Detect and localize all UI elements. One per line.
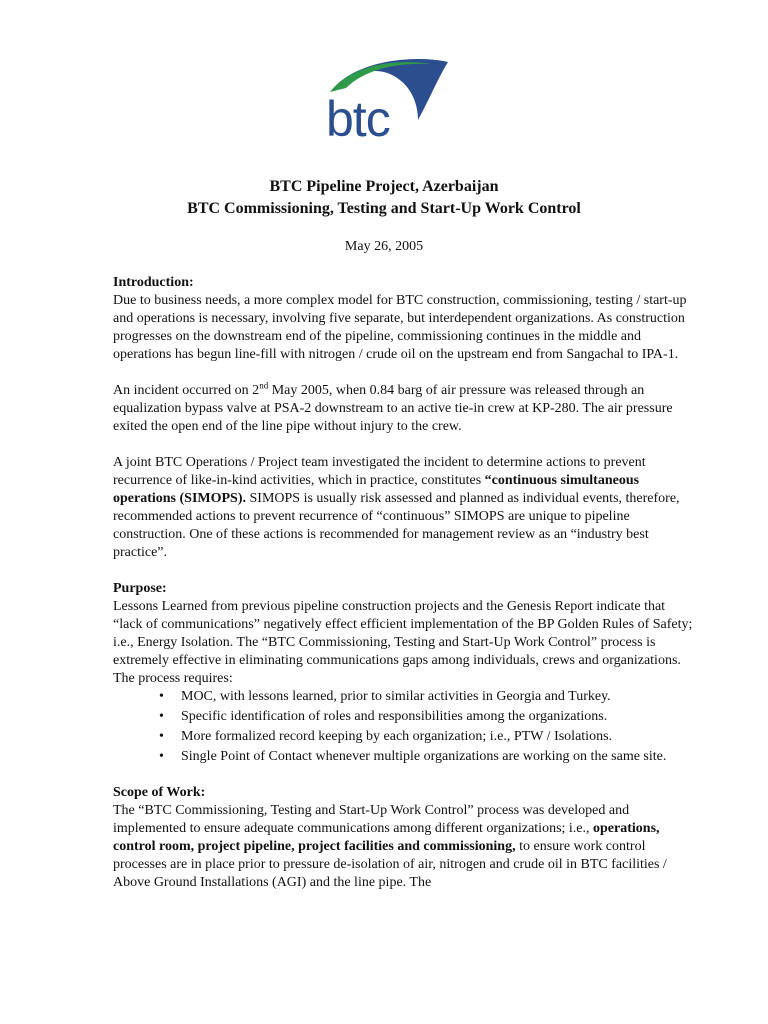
bullet-icon: • (159, 729, 164, 744)
scope-p1-bold: operations, control room, project pipeline, project facilities and commissioning, (113, 821, 660, 854)
purpose-heading: Purpose: (113, 581, 167, 596)
scope-p1-start: The “BTC Commissioning, Testing and Start-Up Work Control” process was developed and implemented to ensure adequate communications among different organizations; i.e., (113, 803, 630, 836)
intro-p3-start: A joint BTC Operations / Project team investigated the incident to determine actions to prevent recurrence of like-in-kind activities, which in practice, constitutes (113, 455, 646, 488)
document-title (0, 176, 768, 220)
title-line-1: BTC Pipeline Project, Azerbaijan (269, 178, 499, 195)
document-date: May 26, 2005 (344, 239, 424, 254)
btc-logo (322, 56, 450, 140)
btc-logo-graphic (322, 56, 450, 140)
list-item (159, 748, 693, 766)
list-item (159, 708, 693, 726)
document-body (113, 274, 693, 910)
bullet-text: More formalized record keeping by each organization; i.e., PTW / Isolations. (181, 729, 613, 744)
purpose-paragraph: Lessons Learned from previous pipeline construction projects and the Genesis Report indicate that “lack of communications” negatively effect efficient implementation of the BP Golden Rules of Safety; i.e., Energy Isolation. The “BTC Commissioning, Testing and Start-Up Work Control” process is extremely effective in eliminating communications gaps among individuals, crews and organizations. The process requires: (113, 599, 693, 686)
intro-paragraph-1: Due to business needs, a more complex model for BTC construction, commissioning, testing / start-up and operations is necessary, involving five separate, but interdependent organizations. As construction progresses on the downstream end of the pipeline, commissioning continues in the middle and operations has begun line-fill with nitrogen / crude oil on the upstream end from Sangachal to IPA-1. (113, 293, 687, 362)
bullet-text: Single Point of Contact whenever multiple organizations are working on the same site. (181, 749, 667, 764)
list-item (159, 728, 693, 746)
scope-p1-end: to ensure work control processes are in place prior to pressure de-isolation of air, nitrogen and crude oil in BTC facilities / Above Ground Installations (AGI) and the line pipe. The (113, 839, 667, 890)
intro-paragraph-2 (113, 382, 693, 436)
scope-section (113, 784, 693, 892)
bullet-text: MOC, with lessons learned, prior to similar activities in Georgia and Turkey. (181, 689, 611, 704)
intro-p2-superscript: nd (259, 380, 269, 391)
intro-paragraph-3 (113, 454, 693, 562)
intro-p3-end: SIMOPS is usually risk assessed and planned as individual events, therefore, recommended actions to prevent recurrence of “continuous” SIMOPS are unique to pipeline construction. One of these actions is recommended for management review as an “industry best practice”. (113, 491, 680, 560)
logo-wordmark: btc (326, 91, 390, 140)
list-item (159, 688, 693, 706)
intro-section (113, 274, 693, 364)
bullet-icon: • (159, 709, 164, 724)
bullet-text: Specific identification of roles and responsibilities among the organizations. (181, 709, 608, 724)
bullet-icon: • (159, 689, 164, 704)
intro-p2-end: May 2005, when 0.84 barg of air pressure was released through an equalization bypass valve at PSA-2 downstream to an active tie-in crew at KP-280. The air pressure exited the open end of the line pipe without injury to the crew. (113, 383, 673, 434)
purpose-section (113, 580, 693, 688)
purpose-bullet-list (113, 688, 693, 766)
scope-heading: Scope of Work: (113, 785, 206, 800)
title-line-2: BTC Commissioning, Testing and Start-Up Work Control (187, 200, 581, 217)
intro-p2-start: An incident occurred on 2 (113, 383, 260, 398)
intro-p3-bold: “continuous simultaneous operations (SIMOPS). (113, 473, 640, 506)
intro-heading: Introduction: (113, 275, 194, 290)
bullet-icon: • (159, 749, 164, 764)
